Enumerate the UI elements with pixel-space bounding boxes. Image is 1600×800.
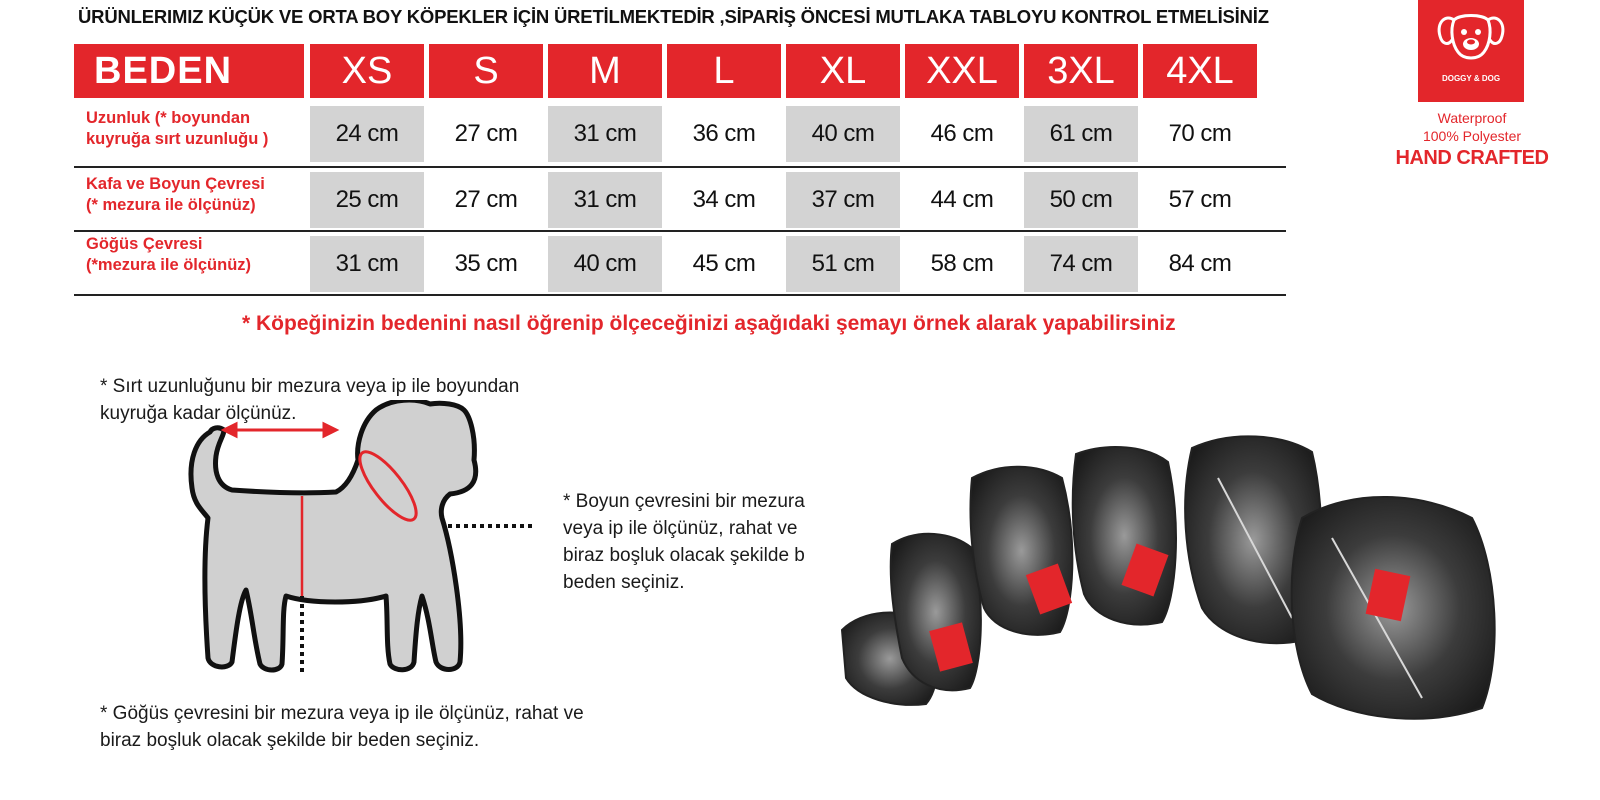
brand-material: 100% Polyester (1422, 128, 1522, 144)
size-header-xl: XL (786, 44, 900, 98)
raincoat-l (1073, 447, 1176, 624)
table-cell: 40 cm (548, 236, 662, 292)
dog-silhouette-icon (191, 400, 476, 670)
table-cell: 31 cm (310, 236, 424, 292)
product-photo (822, 368, 1522, 782)
instruction-line: veya ip ile ölçünüz, rahat ve (563, 518, 798, 539)
instruction-line: biraz boşluk olacak şekilde b (563, 545, 805, 566)
row-label-line: kuyruğa sırt uzunluğu ) (86, 130, 269, 148)
neck-instruction (563, 488, 823, 596)
dog-measurement-diagram (180, 400, 560, 690)
table-cell: 31 cm (548, 106, 662, 162)
chest-instruction (100, 700, 660, 754)
brand-handcrafted: HAND CRAFTED (1395, 147, 1549, 169)
table-cell: 40 cm (786, 106, 900, 162)
size-header-3xl: 3XL (1024, 44, 1138, 98)
table-cell: 34 cm (692, 186, 756, 213)
measuring-note: * Köpeğinizin bedenini nasıl öğrenip ölçeceğinizi aşağıdaki şemayı örnek alarak yapabilirsiniz (242, 312, 1176, 335)
table-cell: 35 cm (454, 250, 518, 277)
size-header-l: L (667, 44, 781, 98)
back-length-arrow (224, 424, 336, 436)
size-table (74, 44, 1286, 302)
instruction-line: * Göğüs çevresini bir mezura veya ip ile ölçünüz, rahat ve (100, 703, 584, 724)
size-header-4xl: 4XL (1143, 44, 1257, 98)
table-cell: 37 cm (786, 172, 900, 228)
instruction-line: beden seçiniz. (563, 572, 685, 593)
table-cell: 51 cm (786, 236, 900, 292)
table-cell: 27 cm (454, 186, 518, 213)
row-label-line: (* mezura ile ölçünüz) (86, 196, 256, 214)
instruction-line: kuyruğa kadar ölçünüz. (100, 403, 297, 424)
row-label-line: Göğüs Çevresi (86, 235, 203, 253)
table-cell: 24 cm (310, 106, 424, 162)
table-cell: 25 cm (310, 172, 424, 228)
table-cell: 61 cm (1024, 106, 1138, 162)
row-label-chest (86, 234, 251, 276)
row-label-length (86, 108, 268, 150)
raincoat-xxl (1292, 497, 1495, 719)
brand-waterproof: Waterproof (1437, 110, 1507, 126)
row-label-line: Uzunluk (* boyundan (86, 109, 251, 127)
instruction-line: * Boyun çevresini bir mezura (563, 491, 805, 512)
row-divider (74, 230, 1286, 232)
size-header-xxl: XXL (905, 44, 1019, 98)
table-cell: 70 cm (1168, 120, 1232, 147)
raincoat-m (971, 467, 1073, 635)
brand-logo (1418, 0, 1524, 102)
table-header-beden: BEDEN (74, 44, 304, 98)
instruction-line: biraz boşluk olacak şekilde bir beden seçiniz. (100, 730, 480, 751)
table-cell: 58 cm (930, 250, 994, 277)
size-header-xs: XS (310, 44, 424, 98)
size-header-m: M (548, 44, 662, 98)
table-cell: 31 cm (548, 172, 662, 228)
size-header-s: S (429, 44, 543, 98)
instruction-line: * Sırt uzunluğunu bir mezura veya ip ile boyundan (100, 376, 520, 397)
table-cell: 27 cm (454, 120, 518, 147)
table-cell: 44 cm (930, 186, 994, 213)
row-divider (74, 166, 1286, 168)
table-cell: 74 cm (1024, 236, 1138, 292)
table-cell: 84 cm (1168, 250, 1232, 277)
table-cell: 50 cm (1024, 172, 1138, 228)
row-label-line: (*mezura ile ölçünüz) (86, 256, 252, 274)
row-label-line: Kafa ve Boyun Çevresi (86, 175, 265, 193)
row-label-neck (86, 174, 265, 216)
page-banner: ÜRÜNLERIMIZ KÜÇÜK VE ORTA BOY KÖPEKLER İÇİN ÜRETİLMEKTEDİR ,SİPARİŞ ÖNCESİ MUTLAKA TABLOYU KONTROL ETMELİSİNİZ (78, 6, 1269, 27)
table-cell: 45 cm (692, 250, 756, 277)
table-cell: 57 cm (1168, 186, 1232, 213)
brand-logo-name: DOGGY & DOG (1441, 74, 1501, 83)
row-divider (74, 294, 1286, 296)
table-cell: 46 cm (930, 120, 994, 147)
dog-face-icon (1418, 0, 1524, 72)
table-cell: 36 cm (692, 120, 756, 147)
